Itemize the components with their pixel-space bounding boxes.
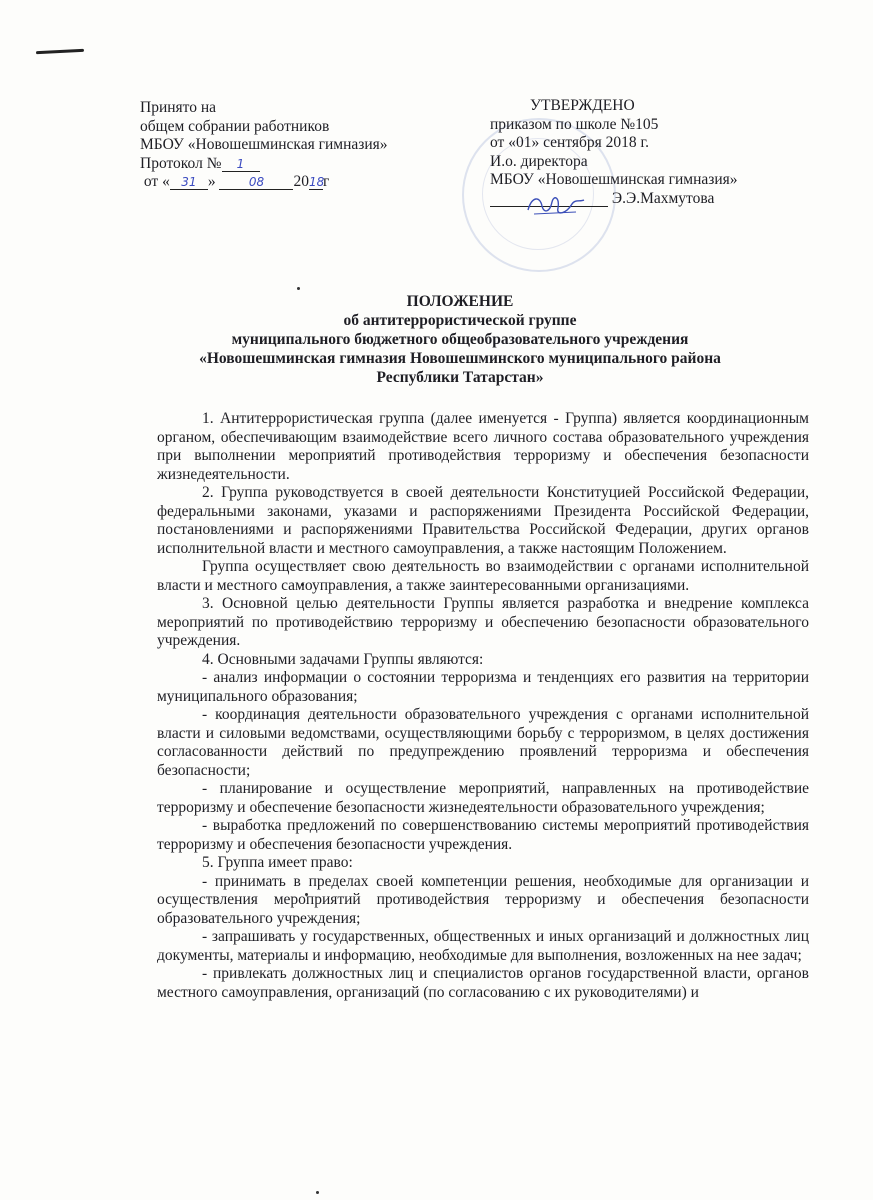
paragraph-2: 2. Группа руководствуется в своей деятельности Конституцией Российской Федерации, федеральными законами, указами и распоряжениями Президента Российской Федерации, постановлениями и распоряжениями Правительства Российской Федерации, других органов исполнительной власти и местного самоуправления, а также настоящим Положением. bbox=[157, 484, 809, 557]
adoption-line-1: Принято на bbox=[140, 99, 217, 116]
protocol-line bbox=[140, 155, 440, 174]
document-title bbox=[140, 292, 780, 387]
right-item-1: - принимать в пределах своей компетенции решения, необходимые для организации и осуществления мероприятий противодействия терроризму и обеспечения безопасности образовательного учреждения; bbox=[157, 872, 809, 927]
protocol-label: Протокол № bbox=[140, 154, 222, 172]
title-line-5: Республики Татарстан» bbox=[376, 369, 544, 386]
approval-heading: УТВЕРЖДЕНО bbox=[530, 97, 635, 114]
adoption-line-2: общем собрании работников bbox=[140, 117, 330, 135]
title-line-2: об антитеррористической группе bbox=[343, 312, 577, 329]
right-item-2: - запрашивать у государственных, общественных и иных организаций и должностных лиц документы, материалы и информацию, необходимые для выполнения, возложенных на нее задач; bbox=[157, 928, 809, 964]
protocol-number: 1 bbox=[222, 157, 260, 172]
scan-speck bbox=[316, 1191, 319, 1194]
scan-mark bbox=[36, 49, 84, 55]
paragraph-5: 5. Группа имеет право: bbox=[202, 854, 353, 871]
adoption-line-3: МБОУ «Новошешминская гимназия» bbox=[140, 136, 388, 154]
approval-line-4: МБОУ «Новошешминская гимназия» bbox=[490, 171, 738, 189]
title-line-4: «Новошешминская гимназия Новошешминского муниципального района bbox=[199, 350, 721, 367]
approval-line-1: приказом по школе №105 bbox=[490, 115, 659, 133]
right-item-3: - привлекать должностных лиц и специалистов органов государственной власти, органов местного самоуправления, организаций (по согласованию с их руководителями) и bbox=[157, 965, 809, 1001]
paragraph-4: 4. Основными задачами Группы являются: bbox=[202, 650, 484, 668]
date-year-suffix: 18 bbox=[308, 175, 325, 190]
date-day: 31 bbox=[170, 175, 208, 190]
approval-line-2: от «01» сентября 2018 г. bbox=[490, 134, 650, 152]
approval-line-3: И.о. директора bbox=[490, 152, 588, 170]
date-year-prefix: 20 bbox=[293, 173, 309, 191]
title-line-3: муниципального бюджетного общеобразовательного учреждения bbox=[231, 331, 689, 348]
scan-speck bbox=[297, 287, 300, 290]
paragraph-1: 1. Антитеррористическая группа (далее именуется - Группа) является координационным органом, обеспечивающим взаимодействие всего личного состава образовательного учреждения при выполнении мероприятий противодействия терроризму и обеспечения безопасности жизнедеятельности. bbox=[157, 410, 809, 483]
paragraph-3: 3. Основной целью деятельности Группы является разработка и внедрение комплекса мероприятий по противодействию терроризму и обеспечению безопасности образовательного учреждения. bbox=[157, 595, 809, 649]
handwritten-signature bbox=[520, 190, 590, 220]
task-item-2: - координация деятельности образовательного учреждения с органами исполнительной власти и силовыми ведомствами, осуществляющими борьбу с терроризмом, в целях достижения согласованности действий по предупреждению проявлений терроризма и обеспечения безопасности; bbox=[157, 706, 809, 779]
signatory-name: Э.Э.Махмутова bbox=[611, 189, 715, 207]
title-line-1: ПОЛОЖЕНИЕ bbox=[406, 293, 514, 310]
task-item-3: - планирование и осуществление мероприятий, направленных на противодействие терроризму и обеспечение безопасности жизнедеятельности образовательного учреждения; bbox=[157, 780, 809, 816]
adoption-block bbox=[140, 99, 440, 192]
date-mid: » bbox=[207, 173, 216, 191]
date-end: г bbox=[322, 173, 330, 191]
task-item-4: - выработка предложений по совершенствованию системы мероприятий противодействия терроризму и обеспечения безопасности учреждения. bbox=[157, 817, 809, 853]
date-month: 08 bbox=[219, 175, 293, 190]
document-body bbox=[157, 410, 809, 1002]
paragraph-2-cont: Группа осуществляет свою деятельность во взаимодействии с органами исполнительной власти и местного самоуправления, а также заинтересованными организациями. bbox=[157, 558, 809, 594]
adoption-date-line bbox=[140, 173, 440, 192]
date-prefix: от « bbox=[143, 173, 170, 191]
task-item-1: - анализ информации о состоянии терроризма и тенденциях его развития на территории муниципального образования; bbox=[157, 669, 809, 705]
